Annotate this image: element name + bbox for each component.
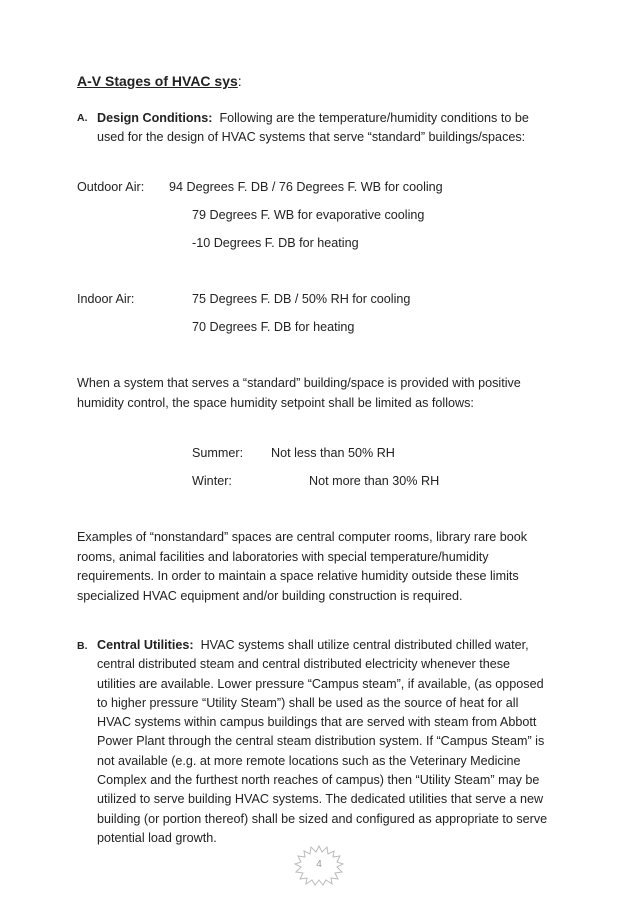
winter-label: Winter: (192, 474, 232, 488)
page-number-badge (292, 844, 346, 886)
section-a-line2: used for the design of HVAC systems that serve “standard” buildings/spaces: (97, 130, 526, 144)
summer-value: Not less than 50% RH (271, 446, 395, 460)
outdoor-cooling: 94 Degrees F. DB / 76 Degrees F. WB for cooling (169, 180, 443, 194)
section-b-line9: utilized to serve building HVAC systems. The dedicated utilities that serve a new (97, 792, 544, 807)
section-b-paragraph (97, 636, 547, 848)
nonstandard-line1: Examples of “nonstandard” spaces are central computer rooms, library rare book (77, 530, 528, 544)
section-b-line7: not available (e.g. at more remote locations such as the Veterinary Medicine (97, 753, 521, 768)
page-title (77, 73, 242, 89)
humidity-line2: humidity control, the space humidity setpoint shall be limited as follows: (77, 395, 474, 410)
outdoor-label: Outdoor Air: (77, 180, 145, 194)
nonstandard-line4: specialized HVAC equipment and/or building construction is required. (77, 588, 463, 603)
section-b-line2: central distributed steam and central distributed electricity whenever these (97, 657, 511, 672)
section-a-paragraph (97, 109, 529, 147)
nonstandard-line2: rooms, animal facilities and laboratories with special temperature/humidity (77, 549, 489, 564)
nonstandard-paragraph (77, 528, 527, 606)
section-b-line5: HVAC systems within campus buildings that are served with steam from Abbott (97, 715, 537, 730)
section-a-heading: Design Conditions: (97, 111, 213, 125)
indoor-cooling: 75 Degrees F. DB / 50% RH for cooling (192, 292, 411, 306)
section-b-line8: Complex and the furthest north reaches of campus) then “Utility Steam” may be (97, 773, 540, 788)
page-number: 4 (316, 859, 322, 870)
humidity-line1: When a system that serves a “standard” building/space is provided with positive (77, 376, 521, 390)
section-b-line3: utilities are available. Lower pressure “Campus steam”, if available, (as opposed (97, 676, 544, 691)
section-a-letter: A. (77, 112, 88, 124)
section-b-line4: to higher pressure “Utility Steam”) shall be used as the source of heat for all (97, 695, 519, 710)
title-text: A-V Stages of HVAC sys (77, 73, 238, 89)
winter-value: Not more than 30% RH (309, 474, 440, 488)
nonstandard-line3: requirements. In order to maintain a space relative humidity outside these limits (77, 569, 519, 583)
section-b-heading: Central Utilities: (97, 638, 194, 652)
outdoor-evaporative: 79 Degrees F. WB for evaporative cooling (192, 208, 425, 222)
indoor-heating: 70 Degrees F. DB for heating (192, 320, 355, 334)
humidity-paragraph (77, 374, 521, 413)
section-b-letter: B. (77, 640, 88, 652)
section-a-line1: Following are the temperature/humidity conditions to be (219, 111, 529, 125)
section-b-line1: HVAC systems shall utilize central distributed chilled water, (200, 638, 529, 652)
section-b-line10: building (or portion thereof) shall be sized and configured as appropriate to serve (97, 811, 548, 826)
outdoor-heating: -10 Degrees F. DB for heating (192, 236, 359, 250)
summer-label: Summer: (192, 446, 244, 460)
section-b-line11: potential load growth. (97, 830, 217, 845)
section-b-line6: Power Plant through the central steam distribution system. If “Campus Steam” is (97, 734, 545, 749)
title-colon: : (237, 73, 242, 89)
indoor-label: Indoor Air: (77, 292, 135, 306)
